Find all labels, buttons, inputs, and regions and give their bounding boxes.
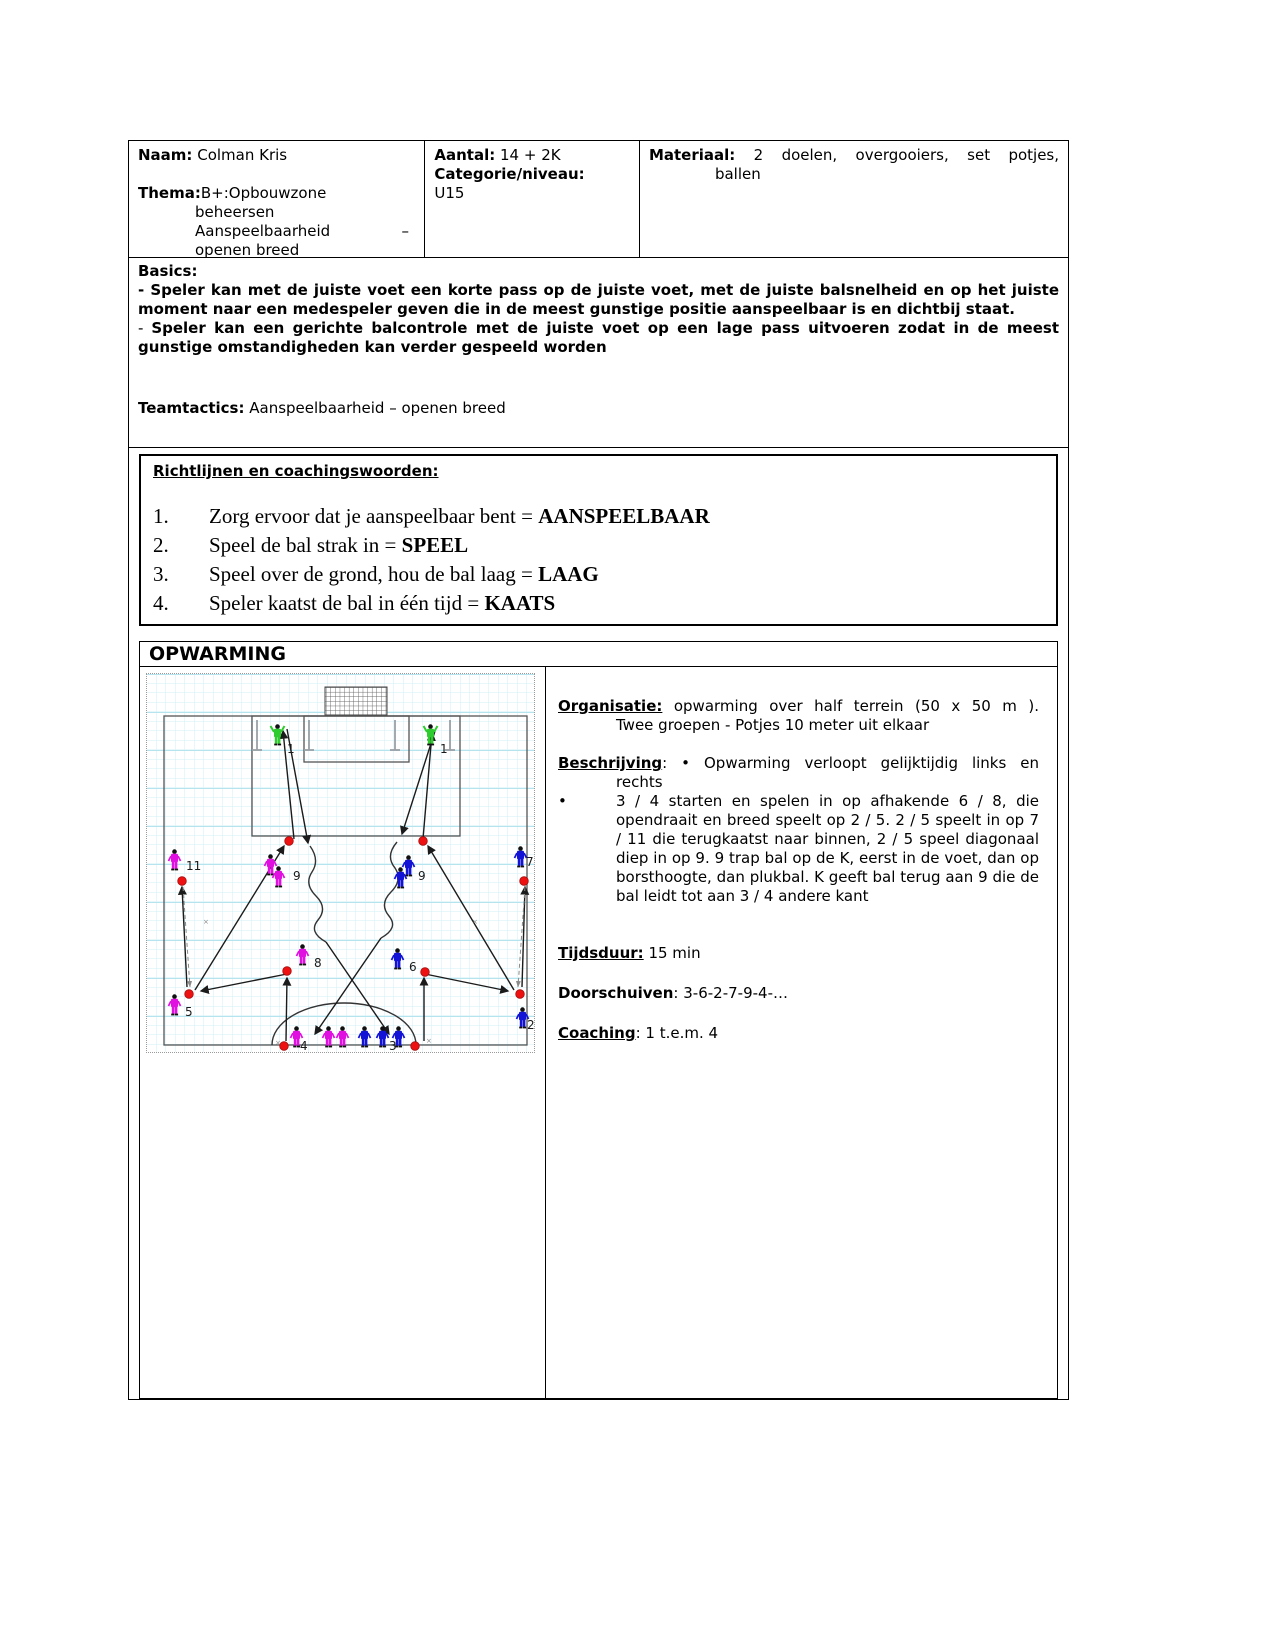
player-number: 5 [185,1005,193,1019]
categorie-value: U15 [434,184,465,202]
materiaal-line2: ballen [714,165,761,183]
goal-net [325,687,387,715]
thema-line2: beheersen [195,203,275,221]
teamtactics-value: Aanspeelbaarheid – openen breed [249,399,506,417]
coaching-line [558,1024,1039,1043]
tijdsduur-label: Tijdsduur: [558,944,644,962]
cell-aantal-categorie [425,141,640,257]
cone [178,877,187,886]
coaching-keyword: SPEEL [401,533,469,557]
cone [411,1042,420,1051]
item-number: 2. [153,533,169,557]
player-number: 11 [186,859,202,873]
svg-text:×: × [426,1037,432,1045]
categorie-label: Categorie/niveau: [434,165,585,183]
naam-line [138,146,415,165]
teamtactics-label: Teamtactics: [138,399,245,417]
cone [185,990,194,999]
richtlijnen-box [139,454,1058,626]
tijdsduur-value: 15 min [648,944,701,962]
svg-text:×: × [275,1039,281,1047]
player-number: 1 [287,742,295,756]
cone [283,967,292,976]
cone [516,990,525,999]
player-number: 3 [389,1039,397,1052]
materiaal-value: 2 doelen, overgooiers, set potjes, [753,146,1060,164]
thema-indent [195,203,409,260]
opwarming-body [140,667,1057,1399]
bullet-glyph: • [558,792,567,810]
thema-line3: Aanspeelbaarheid – [195,222,409,240]
thema-line4: openen breed [195,241,300,259]
player-number: 6 [409,960,417,974]
basics-section [128,258,1069,448]
naam-value: Colman Kris [197,146,288,164]
richtlijn-item: 3. Speel over de grond, hou de bal laag = LAAG [153,560,1044,589]
coaching-keyword: LAAG [538,562,599,586]
materiaal-line [649,146,1059,165]
opwarming-diagram-cell [140,667,546,1399]
naam-label: Naam: [138,146,193,164]
player-number: 4 [300,1039,308,1052]
materiaal-label: Materiaal: [648,146,736,164]
beschrijving-bullet2: • 3 / 4 starten en spelen in op afhakende 6 / 8, die opendraait en breed speelt op 2 / 5. 2 / 5 speelt in op 7 / 11 die terugkaatst naar binnen, 2 / 5 speel diagonaal diep in op 9. 9 trap bal op de K, eerst in de voet, dan op borsthoogte, dan plukbal. K geeft bal terug aan 9 die de bal leidt tot aan 3 / 4 andere kant [558,792,1039,905]
thema-line [138,184,415,260]
beschrijving-line1: Beschrijving: • Opwarming verloopt gelijktijdig links en [558,754,1039,772]
cell-naam-thema [129,141,425,257]
thema-dash: – [401,222,409,240]
basics-line2: - Speler kan een gerichte balcontrole met de juiste voet op een lage pass uitvoeren zodat in de meest gunstige omstandigheden kan verder gespeeld worden [138,319,1059,356]
doorschuiven-label: Doorschuiven [558,984,674,1002]
cell-materiaal [640,141,1068,257]
cone [520,877,529,886]
item-number: 1. [153,504,169,528]
richtlijn-item: 4. Speler kaatst de bal in één tijd = KAATS [153,589,1044,618]
richtlijnen-title: Richtlijnen en coachingswoorden: [153,462,439,480]
player-number: 9 [418,869,426,883]
organisatie-label: Organisatie: [558,697,663,715]
sheet-content [128,140,1069,1400]
training-diagram-svg [147,674,534,1052]
header-table [128,140,1069,258]
cone [421,968,430,977]
doorschuiven-value: : 3-6-2-7-9-4-… [673,984,788,1002]
beschrijving-line2: rechts [616,773,663,791]
svg-text:×: × [203,918,209,926]
cone [285,837,294,846]
beschrijving-label: Beschrijving [558,754,663,772]
coaching-keyword: KAATS [484,591,556,615]
coaching-keyword: AANSPEELBAAR [538,504,710,528]
richtlijnen-list [153,502,1044,618]
player-number: 9 [293,869,301,883]
doorschuiven-line [558,984,1039,1003]
item-number: 3. [153,562,169,586]
opwarming-section [139,641,1058,1399]
thema-label: Thema: [138,184,201,202]
richtlijn-item: 1. Zorg ervoor dat je aanspeelbaar bent = AANSPEELBAAR [153,502,1044,531]
teamtactics-line [138,399,1059,418]
basics-title: Basics: [138,262,198,280]
player-number: 7 [526,855,534,869]
organisatie-line1: Organisatie: opwarming over half terrein (50 x 50 m ). [558,697,1039,715]
organisatie-line2: Twee groepen - Potjes 10 meter uit elkaar [616,716,930,734]
opwarming-title: OPWARMING [140,642,1057,667]
richtlijn-item: 2. Speel de bal strak in = SPEEL [153,531,1044,560]
lower-section [128,448,1069,1400]
svg-text:×: × [472,918,478,926]
item-number: 4. [153,591,169,615]
coaching-value: : 1 t.e.m. 4 [635,1024,719,1042]
coaching-label: Coaching [558,1024,636,1042]
aantal-label: Aantal: [434,146,496,164]
cone [419,837,428,846]
basics-line1: - Speler kan met de juiste voet een korte pass op de juiste voet, met de juiste balsnelheid en op het juiste moment naar een medespeler geven die in de meest gunstige positie aanspeelbaar is en dichtbij staat. [138,281,1059,318]
player-number: 8 [314,956,322,970]
training-diagram [146,673,535,1053]
tijdsduur-line [558,944,1039,963]
cone [280,1042,289,1051]
opwarming-text-cell [546,667,1057,1399]
bullet-glyph: • [681,754,691,772]
pass-arrow [286,978,287,1041]
aantal-line [434,146,630,165]
aantal-value: 14 + 2K [500,146,561,164]
player-number: 2 [527,1018,534,1032]
player-number: 1 [440,742,448,756]
thema-value: B+:Opbouwzone [200,184,327,202]
